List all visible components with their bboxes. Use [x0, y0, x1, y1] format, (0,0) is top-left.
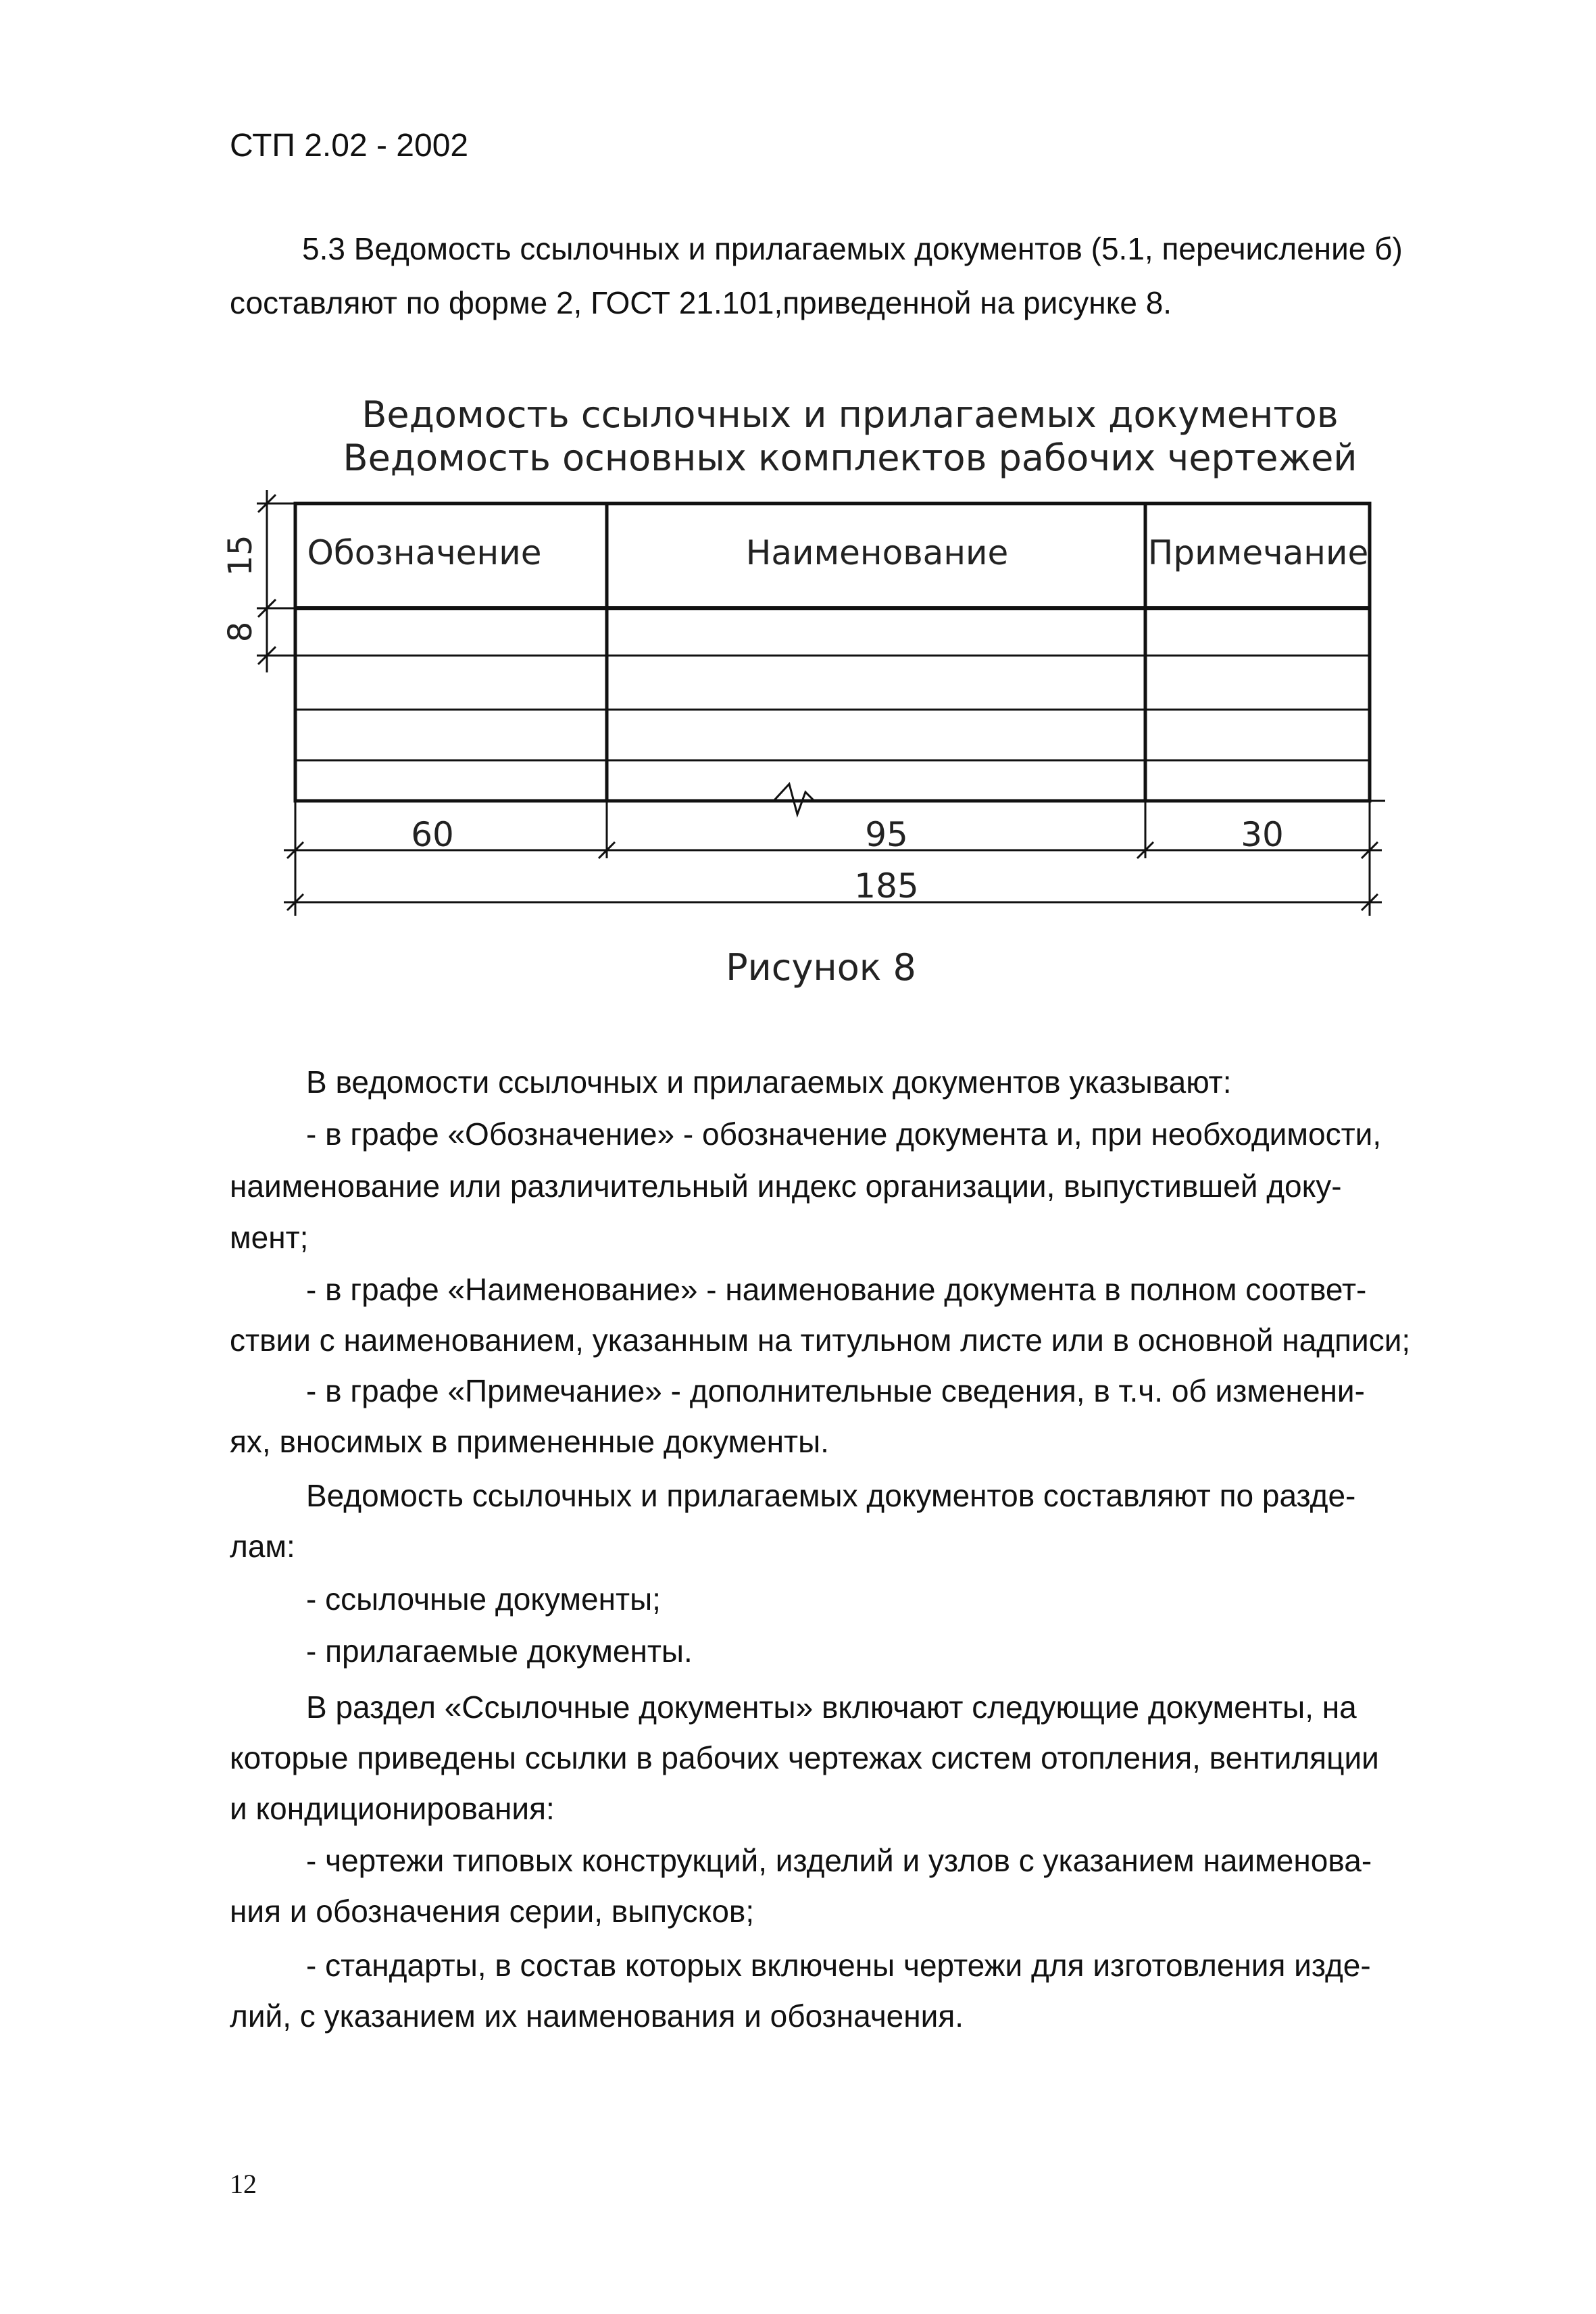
column-header-name: Наименование	[745, 533, 1009, 572]
body-line: Ведомость ссылочных и прилагаемых документов составляют по разде-	[306, 1478, 1356, 1513]
body-line: - стандарты, в состав которых включены чертежи для изготовления изде-	[306, 1948, 1371, 1983]
body-line: - чертежи типовых конструкций, изделий и узлов с указанием наименова-	[306, 1843, 1372, 1878]
total-width: 185	[854, 866, 919, 906]
column-width-name: 95	[865, 815, 908, 854]
body-line: которые приведены ссылки в рабочих чертежах систем отопления, вентиляции	[230, 1740, 1379, 1775]
column-header-note: Примечание	[1147, 533, 1369, 572]
figure-caption: Рисунок 8	[726, 946, 916, 989]
column-width-note: 30	[1241, 815, 1284, 854]
body-line: - в графе «Обозначение» - обозначение документа и, при необходимости,	[306, 1116, 1382, 1152]
row-height-dimensions	[257, 490, 295, 672]
column-header-designation: Обозначение	[307, 533, 542, 572]
body-line: лам:	[230, 1529, 295, 1564]
document-code: СТП 2.02 - 2002	[230, 128, 469, 164]
body-line: ствии с наименованием, указанным на титульном листе или в основной надписи;	[230, 1323, 1411, 1358]
row-height-header-label: 15	[222, 535, 259, 576]
body-line: ях, вносимых в примененные документы.	[230, 1424, 829, 1459]
figure-title-line1: Ведомость ссылочных и прилагаемых документов	[361, 393, 1339, 436]
body-line: - ссылочные документы;	[306, 1581, 661, 1617]
form-figure	[0, 0, 1596, 1014]
figure-title-line2: Ведомость основных комплектов рабочих чертежей	[343, 437, 1357, 479]
body-line: мент;	[230, 1220, 309, 1255]
body-line: - прилагаемые документы.	[306, 1633, 693, 1669]
body-line: В раздел «Ссылочные документы» включают следующие документы, на	[306, 1690, 1357, 1725]
body-line: наименование или различительный индекс организации, выпустившей доку-	[230, 1168, 1342, 1204]
intro-line: 5.3 Ведомость ссылочных и прилагаемых документов (5.1, перечисление б)	[302, 231, 1403, 266]
row-height-row-label: 8	[222, 621, 259, 643]
body-line: В ведомости ссылочных и прилагаемых документов указывают:	[306, 1064, 1232, 1100]
body-line: ния и обозначения серии, выпусков;	[230, 1894, 755, 1929]
column-width-designation: 60	[411, 815, 454, 854]
intro-line: составляют по форме 2, ГОСТ 21.101,приведенной на рисунке 8.	[230, 285, 1172, 320]
body-line: - в графе «Примечание» - дополнительные сведения, в т.ч. об изменени-	[306, 1373, 1365, 1408]
body-line: и кондиционирования:	[230, 1791, 555, 1826]
body-line: - в графе «Наименование» - наименование документа в полном соответ-	[306, 1272, 1367, 1307]
body-line: лий, с указанием их наименования и обозначения.	[230, 1998, 964, 2034]
page-number: 12	[230, 2169, 257, 2199]
